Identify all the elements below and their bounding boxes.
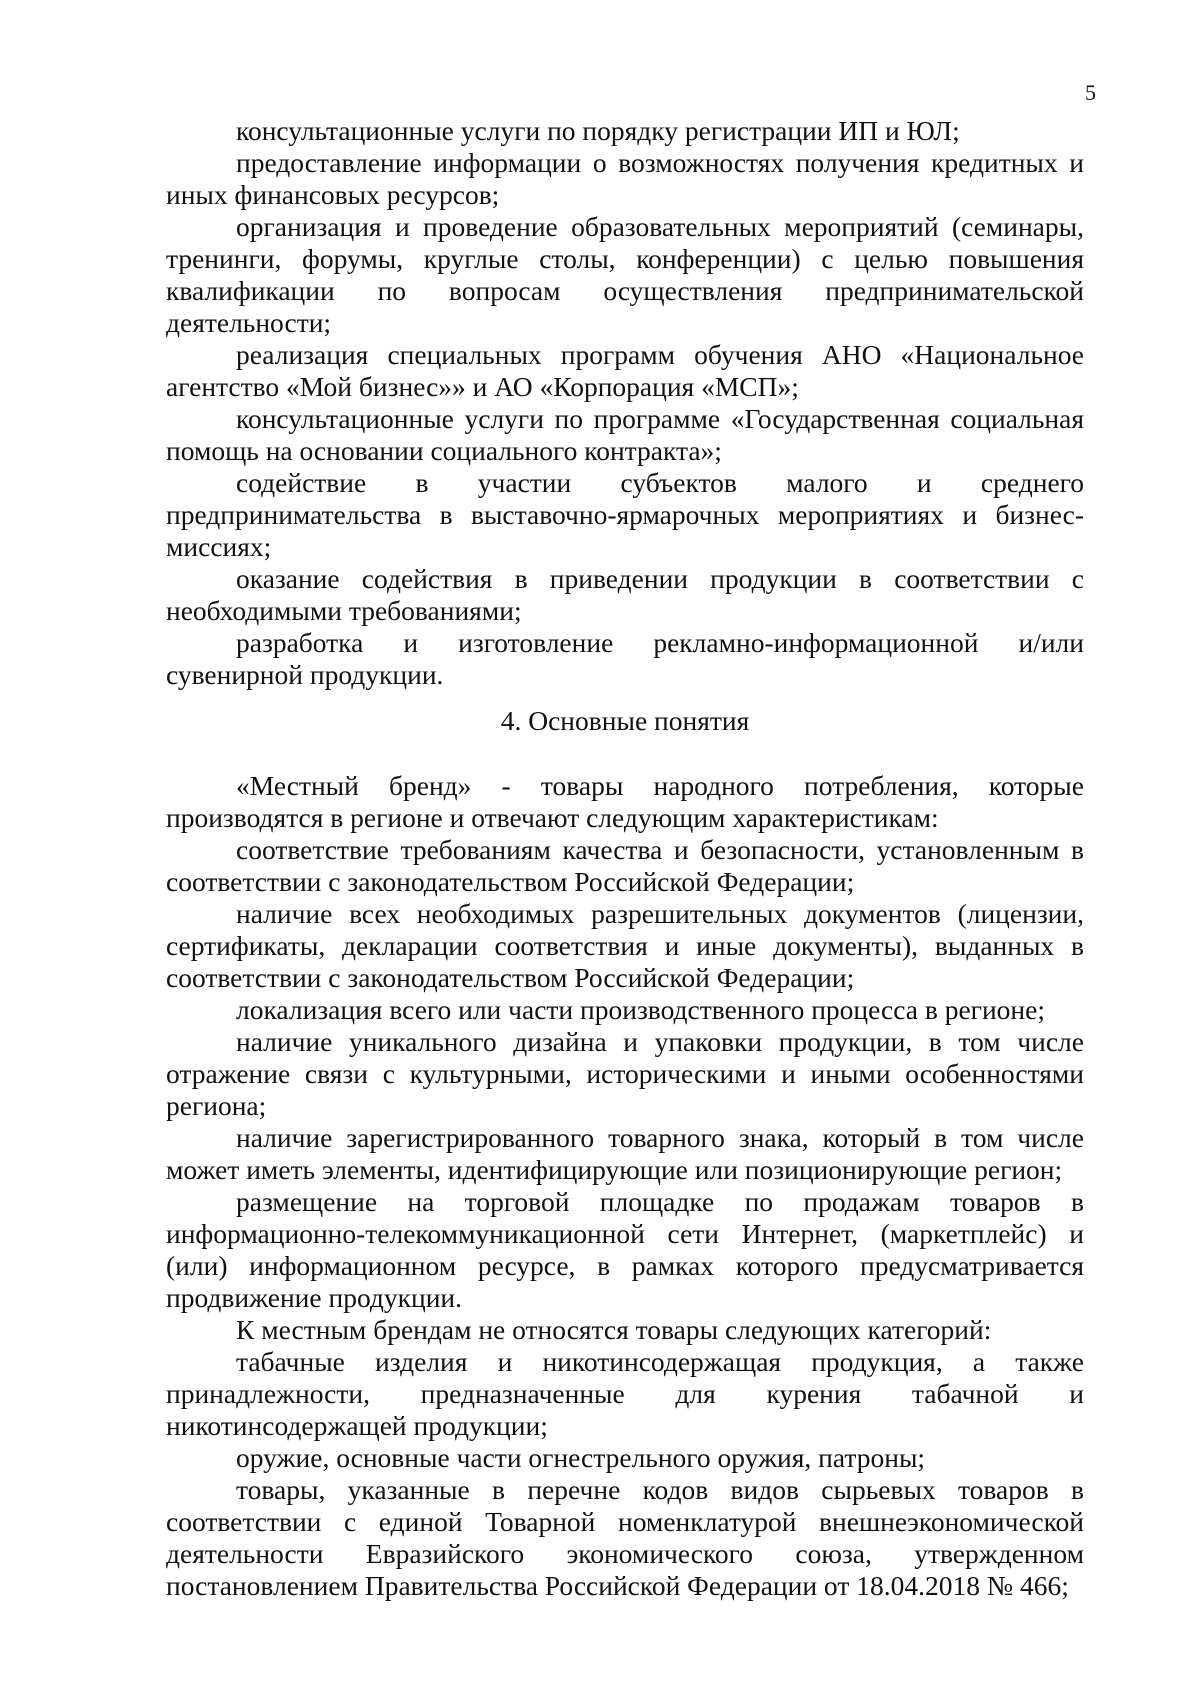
paragraph: К местным брендам не относятся товары следующих категорий: [236, 1314, 992, 1345]
paragraph: наличие всех необходимых разрешительных документов (лицензии, сертификаты, декларации соответствия и иные документы), выданных в соответствии с законодательством Российской Федерации; [166, 898, 1084, 993]
page-number: 5 [1085, 80, 1096, 105]
paragraph: оказание содействия в приведении продукции в соответствии с необходимыми требованиями; [166, 563, 1084, 626]
definitions-list [166, 770, 1084, 1602]
paragraph: товары, указанные в перечне кодов видов сырьевых товаров в соответствии с единой Товарной номенклатурой внешнеэкономической деятельности Евразийского экономического союза, утвержденном постановлением Правительства Российской Федерации от 18.04.2018 № 466; [166, 1474, 1084, 1601]
paragraph: оружие, основные части огнестрельного оружия, патроны; [236, 1442, 926, 1473]
paragraph: наличие уникального дизайна и упаковки продукции, в том числе отражение связи с культурными, историческими и иными особенностями региона; [166, 1026, 1084, 1121]
services-list [166, 115, 1084, 691]
paragraph: локализация всего или части производственного процесса в регионе; [236, 994, 1045, 1025]
paragraph: табачные изделия и никотинсодержащая продукция, а также принадлежности, предназначенные для курения табачной и никотинсодержащей продукции; [166, 1346, 1084, 1441]
paragraph: содействие в участии субъектов малого и среднего предпринимательства в выставочно-ярмарочных мероприятиях и бизнес-миссиях; [166, 467, 1084, 562]
paragraph: предоставление информации о возможностях получения кредитных и иных финансовых ресурсов; [166, 147, 1084, 210]
paragraph: консультационные услуги по порядку регистрации ИП и ЮЛ; [236, 115, 960, 146]
paragraph: «Местный бренд» - товары народного потребления, которые производятся в регионе и отвечают следующим характеристикам: [166, 770, 1084, 833]
paragraph: соответствие требованиям качества и безопасности, установленным в соответствии с законодательством Российской Федерации; [166, 834, 1084, 897]
paragraph: размещение на торговой площадке по продажам товаров в информационно-телекоммуникационной сети Интернет, (маркетплейс) и (или) информационном ресурсе, в рамках которого предусматривается продвижение продукции. [166, 1186, 1084, 1313]
section-heading: 4. Основные понятия [500, 705, 750, 736]
paragraph: реализация специальных программ обучения АНО «Национальное агентство «Мой бизнес»» и АО «Корпорация «МСП»; [166, 339, 1084, 402]
paragraph: организация и проведение образовательных мероприятий (семинары, тренинги, форумы, круглые столы, конференции) с целью повышения квалификации по вопросам осуществления предпринимательской деятельности; [166, 211, 1084, 338]
paragraph: наличие зарегистрированного товарного знака, который в том числе может иметь элементы, идентифицирующие или позиционирующие регион; [166, 1122, 1084, 1185]
paragraph: разработка и изготовление рекламно-информационной и/или сувенирной продукции. [166, 627, 1084, 690]
paragraph: консультационные услуги по программе «Государственная социальная помощь на основании социального контракта»; [166, 403, 1084, 466]
